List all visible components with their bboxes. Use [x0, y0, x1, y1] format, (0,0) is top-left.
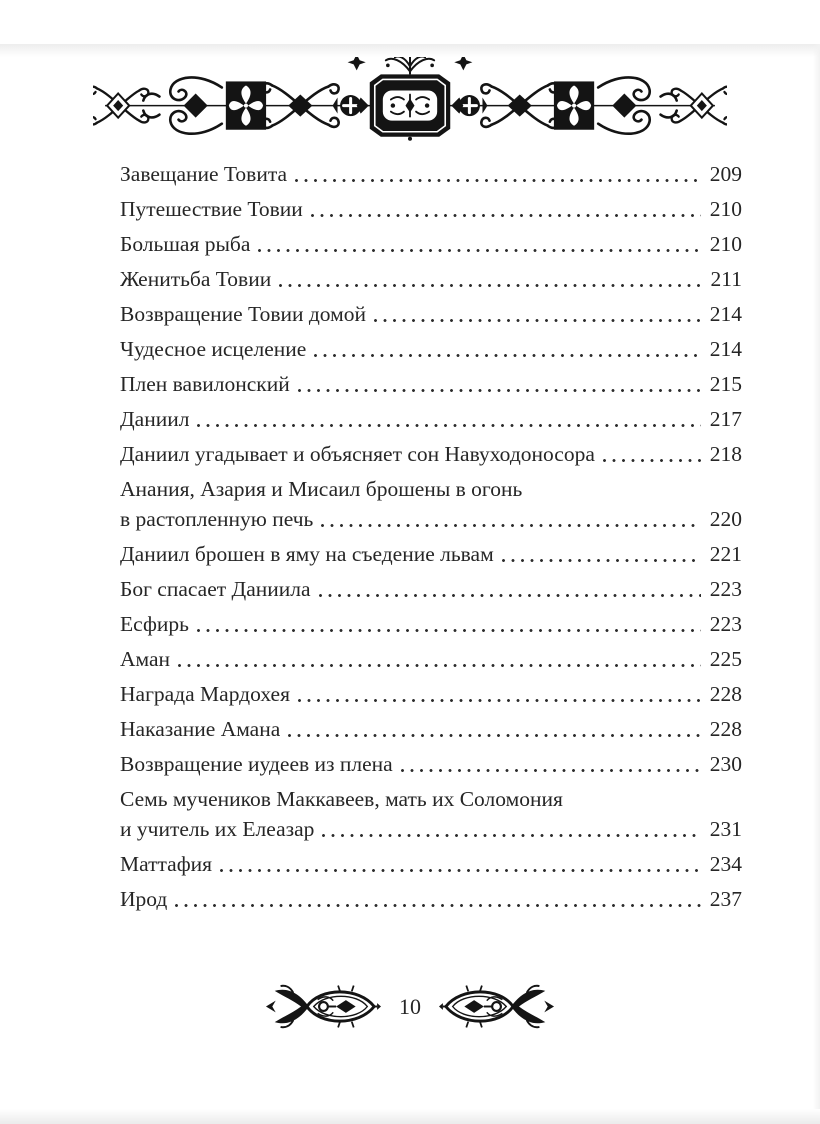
toc-entry-title: Плен вавилонский — [120, 372, 290, 396]
toc-entry — [120, 646, 742, 672]
toc-entry — [120, 161, 742, 187]
toc-entry-title: Бог спасает Даниила — [120, 577, 311, 601]
dot-leader — [167, 886, 704, 912]
toc-entry — [120, 441, 742, 467]
toc-entry-page-number: 220 — [709, 507, 742, 531]
toc-entry-page-number: 234 — [709, 852, 742, 876]
dot-leader — [189, 406, 704, 432]
toc-entry-title: Маттафия — [120, 852, 213, 876]
toc-entry-page-number: 221 — [709, 542, 742, 566]
toc-entry-title-line1: Семь мучеников Маккавеев, мать их Соломония — [120, 787, 563, 811]
dot-leader — [311, 576, 704, 602]
page-edge-shadow-right — [813, 44, 820, 1124]
toc-entry-title: Завещание Товита — [120, 162, 288, 186]
toc-entry — [120, 266, 742, 292]
dot-leader — [314, 816, 704, 842]
toc-entry-title: Чудесное исцеление — [120, 337, 307, 361]
toc-entry-title: Путешествие Товии — [120, 197, 303, 221]
dot-leader — [313, 506, 704, 532]
dot-leader — [250, 231, 704, 257]
toc-entry-title: Возвращение Товии домой — [120, 302, 367, 326]
book-page — [0, 44, 820, 1124]
toc-entry-page-number: 217 — [709, 407, 742, 431]
dot-leader — [290, 681, 704, 707]
toc-entry-page-number: 209 — [709, 162, 742, 186]
header-ornament — [93, 44, 727, 141]
toc-entry — [120, 611, 742, 637]
toc-entry-title: и учитель их Елеазар — [120, 817, 315, 841]
toc-entry-title: Награда Мардохея — [120, 682, 290, 706]
toc-entry-title-line1: Анания, Азария и Мисаил брошены в огонь — [120, 477, 523, 501]
dot-leader — [393, 751, 704, 777]
toc-entry — [120, 751, 742, 777]
toc-entry — [120, 886, 742, 912]
toc-entry-page-number: 228 — [709, 717, 742, 741]
toc-entry — [120, 406, 742, 432]
toc-entry-page-number: 214 — [709, 302, 742, 326]
toc-entry-page-number: 218 — [709, 442, 742, 466]
toc-entry-title: Есфирь — [120, 612, 189, 636]
toc-entry-page-number: 231 — [709, 817, 742, 841]
toc-entry-title: в растопленную печь — [120, 507, 314, 531]
page-number: 10 — [399, 993, 421, 1019]
engraved-floral-band-icon — [93, 44, 727, 141]
dot-leader — [290, 371, 704, 397]
toc-entry-page-number: 215 — [709, 372, 742, 396]
toc-entry-page-number: 225 — [709, 647, 742, 671]
dot-leader — [271, 266, 704, 292]
toc-entry-title: Женитьба Товии — [120, 267, 272, 291]
dot-leader — [280, 716, 704, 742]
toc-entry-page-number: 237 — [709, 887, 742, 911]
dot-leader — [306, 336, 704, 362]
toc-entry — [120, 371, 742, 397]
dot-leader — [595, 441, 704, 467]
toc-entry-title: Ирод — [120, 887, 168, 911]
toc-entry-page-number: 210 — [709, 232, 742, 256]
toc-entry-page-number: 230 — [709, 752, 742, 776]
toc-entry-page-number: 228 — [709, 682, 742, 706]
dot-leader — [189, 611, 704, 637]
toc-entry-page-number: 223 — [709, 612, 742, 636]
dot-leader — [170, 646, 704, 672]
dot-leader — [303, 196, 704, 222]
footer-flourish-left-icon — [264, 980, 381, 1033]
page-footer — [0, 980, 820, 1033]
toc-entry-title: Даниил брошен в яму на съедение львам — [120, 542, 494, 566]
toc-entry — [120, 336, 742, 362]
toc-entry — [120, 476, 742, 532]
toc-entry — [120, 231, 742, 257]
toc-entry-title: Аман — [120, 647, 171, 671]
toc-entry — [120, 576, 742, 602]
toc-entry-title: Возвращение иудеев из плена — [120, 752, 393, 776]
toc-entry-title: Наказание Амана — [120, 717, 281, 741]
toc-entry-title: Даниил — [120, 407, 190, 431]
dot-leader — [366, 301, 704, 327]
dot-leader — [287, 161, 704, 187]
toc-entry — [120, 851, 742, 877]
toc-entry — [120, 786, 742, 842]
toc-entry-page-number: 223 — [709, 577, 742, 601]
toc-entry-page-number: 211 — [710, 267, 742, 291]
toc-entry — [120, 541, 742, 567]
toc-entry-page-number: 210 — [709, 197, 742, 221]
toc-entry — [120, 196, 742, 222]
dot-leader — [212, 851, 704, 877]
toc-entry — [120, 716, 742, 742]
toc-entry — [120, 301, 742, 327]
toc-entry-page-number: 214 — [709, 337, 742, 361]
page-edge-shadow-bottom — [0, 1109, 820, 1124]
toc-entry-title: Даниил угадывает и объясняет сон Навуходоносора — [120, 442, 595, 466]
page-edge-shadow-top — [0, 44, 820, 57]
toc-entry-title: Большая рыба — [120, 232, 251, 256]
dot-leader — [494, 541, 704, 567]
toc-entry — [120, 681, 742, 707]
table-of-contents — [120, 161, 742, 912]
footer-flourish-right-icon — [439, 980, 556, 1033]
